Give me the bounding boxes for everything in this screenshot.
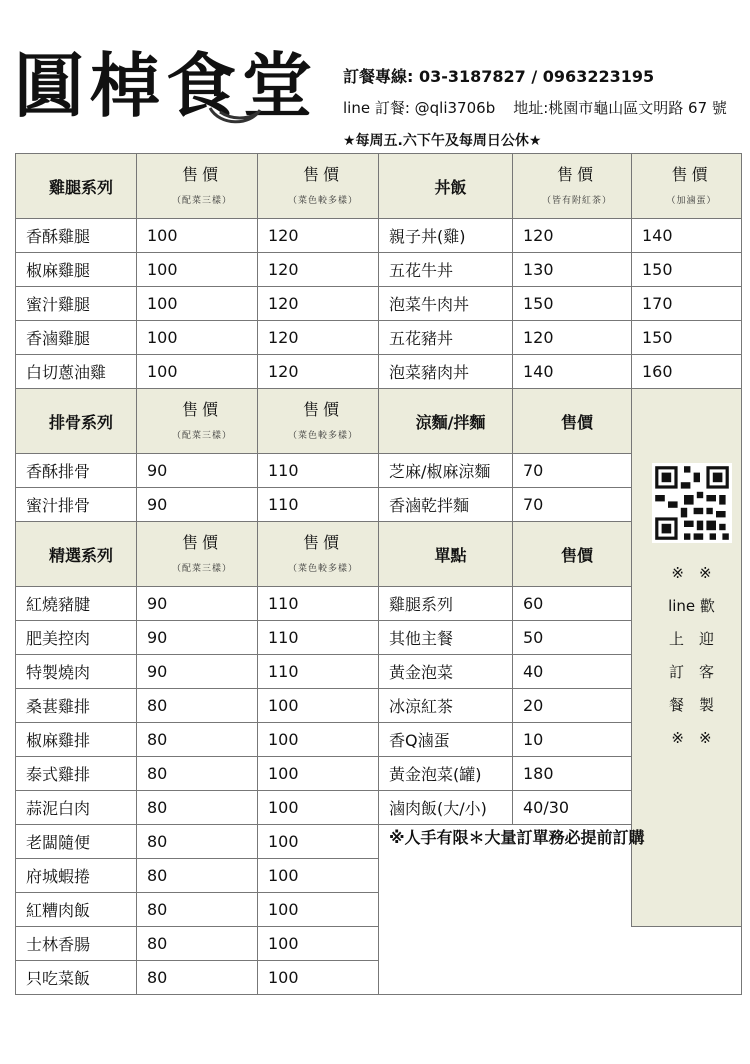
table-row: [16, 355, 742, 389]
item-price: 100: [258, 689, 379, 723]
item-name: 特製燒肉: [16, 655, 137, 689]
section-title-single: 單點: [379, 522, 513, 587]
item-price: 80: [137, 825, 258, 859]
price-header: 售價 （菜色較多樣）: [258, 154, 379, 219]
line-and-address: [343, 97, 727, 118]
item-name: 香Q滷蛋: [379, 723, 513, 757]
section-title-selected: 精選系列: [16, 522, 137, 587]
section-title-donburi: 丼飯: [379, 154, 513, 219]
item-name: 其他主餐: [379, 621, 513, 655]
brush-swirl-icon: [205, 88, 265, 128]
table-row: [16, 287, 742, 321]
item-price: 80: [137, 723, 258, 757]
item-price: 100: [137, 253, 258, 287]
item-price: 100: [137, 219, 258, 253]
item-name: 五花牛丼: [379, 253, 513, 287]
price-header: 售價 （加滷蛋）: [632, 154, 742, 219]
item-name: 蒜泥白肉: [16, 791, 137, 825]
item-name: 椒麻雞腿: [16, 253, 137, 287]
item-name: 只吃菜飯: [16, 961, 137, 995]
price-header: 售價 （皆有附紅茶）: [513, 154, 632, 219]
item-name: 冰涼紅茶: [379, 689, 513, 723]
table-row: [16, 321, 742, 355]
item-price: 90: [137, 621, 258, 655]
item-price: 160: [632, 355, 742, 389]
menu-table: [15, 153, 742, 995]
item-name: 香酥雞腿: [16, 219, 137, 253]
price-header: 售價 （配菜三樣）: [137, 154, 258, 219]
item-price: 120: [258, 219, 379, 253]
item-price: 80: [137, 689, 258, 723]
item-name: 椒麻雞排: [16, 723, 137, 757]
item-name: 親子丼(雞): [379, 219, 513, 253]
item-price: 90: [137, 655, 258, 689]
item-name: 老闆隨便: [16, 825, 137, 859]
item-price: 80: [137, 893, 258, 927]
price-header: 售價: [513, 522, 632, 587]
table-row: [16, 825, 742, 859]
item-price: 140: [632, 219, 742, 253]
table-row: [16, 253, 742, 287]
price-header: 售價 （菜色較多樣）: [258, 389, 379, 454]
item-price: 100: [258, 893, 379, 927]
item-price: 80: [137, 757, 258, 791]
item-price: 100: [137, 287, 258, 321]
item-price: 110: [258, 587, 379, 621]
item-price: 80: [137, 859, 258, 893]
item-price: 170: [632, 287, 742, 321]
item-price: 90: [137, 454, 258, 488]
item-price: 100: [258, 859, 379, 893]
item-price: 110: [258, 655, 379, 689]
line-order-id: line 訂餐: @qli3706b: [343, 99, 496, 117]
item-price: 100: [258, 825, 379, 859]
section-title-pork-chop: 排骨系列: [16, 389, 137, 454]
item-name: 士林香腸: [16, 927, 137, 961]
item-price: 180: [513, 757, 632, 791]
item-price: 100: [258, 757, 379, 791]
bulk-order-notice: ※人手有限＊大量訂單務必提前訂購: [379, 825, 742, 995]
item-price: 130: [513, 253, 632, 287]
item-name: 香酥排骨: [16, 454, 137, 488]
item-price: 70: [513, 454, 632, 488]
item-name: 府城蝦捲: [16, 859, 137, 893]
item-name: 黃金泡菜(罐): [379, 757, 513, 791]
item-name: 雞腿系列: [379, 587, 513, 621]
price-header: 售價 （配菜三樣）: [137, 522, 258, 587]
item-name: 泰式雞排: [16, 757, 137, 791]
restaurant-logo: 圓棹食堂: [14, 44, 318, 127]
line-qr-code[interactable]: [652, 463, 732, 543]
item-name: 蜜汁雞腿: [16, 287, 137, 321]
item-price: 40: [513, 655, 632, 689]
item-price: 100: [258, 723, 379, 757]
item-price: 20: [513, 689, 632, 723]
item-price: 80: [137, 927, 258, 961]
item-price: 100: [137, 321, 258, 355]
price-header: 售價 （配菜三樣）: [137, 389, 258, 454]
item-price: 120: [513, 321, 632, 355]
item-name: 紅燒豬腱: [16, 587, 137, 621]
price-header: 售價: [513, 389, 632, 454]
item-name: 肥美控肉: [16, 621, 137, 655]
item-price: 120: [258, 253, 379, 287]
item-price: 90: [137, 587, 258, 621]
item-price: 50: [513, 621, 632, 655]
item-name: 泡菜牛肉丼: [379, 287, 513, 321]
order-phone: 訂餐專線: 03-3187827 / 0963223195: [343, 67, 655, 86]
item-price: 100: [137, 355, 258, 389]
closing-notice: ★每周五.六下午及每周日公休★: [343, 133, 542, 149]
item-name: 蜜汁排骨: [16, 488, 137, 522]
item-price: 100: [258, 961, 379, 995]
price-header: 售價 （菜色較多樣）: [258, 522, 379, 587]
section-title-noodles: 涼麵/拌麵: [379, 389, 513, 454]
item-price: 100: [258, 791, 379, 825]
menu-header: [0, 0, 750, 152]
item-price: 110: [258, 488, 379, 522]
line-welcome-text: ※ ※ line 歡 上 迎 訂 客 餐 製 ※ ※: [668, 564, 715, 747]
item-price: 150: [632, 321, 742, 355]
item-name: 白切蔥油雞: [16, 355, 137, 389]
item-name: 黃金泡菜: [379, 655, 513, 689]
item-price: 60: [513, 587, 632, 621]
item-price: 70: [513, 488, 632, 522]
address: 地址:桃園市龜山區文明路 67 號: [513, 99, 727, 117]
item-price: 140: [513, 355, 632, 389]
item-name: 香滷乾拌麵: [379, 488, 513, 522]
item-name: 泡菜豬肉丼: [379, 355, 513, 389]
table-row: [16, 219, 742, 253]
item-price: 120: [513, 219, 632, 253]
item-price: 110: [258, 454, 379, 488]
item-price: 150: [513, 287, 632, 321]
item-price: 120: [258, 321, 379, 355]
item-price: 150: [632, 253, 742, 287]
item-price: 40/30: [513, 791, 632, 825]
item-name: 五花豬丼: [379, 321, 513, 355]
item-price: 100: [258, 927, 379, 961]
item-price: 120: [258, 355, 379, 389]
item-name: 桑葚雞排: [16, 689, 137, 723]
item-name: 香滷雞腿: [16, 321, 137, 355]
item-price: 80: [137, 961, 258, 995]
section-title-drumstick: 雞腿系列: [16, 154, 137, 219]
item-name: 芝麻/椒麻涼麵: [379, 454, 513, 488]
item-price: 90: [137, 488, 258, 522]
item-name: 滷肉飯(大/小): [379, 791, 513, 825]
item-name: 紅糟肉飯: [16, 893, 137, 927]
item-price: 120: [258, 287, 379, 321]
item-price: 10: [513, 723, 632, 757]
item-price: 80: [137, 791, 258, 825]
item-price: 110: [258, 621, 379, 655]
